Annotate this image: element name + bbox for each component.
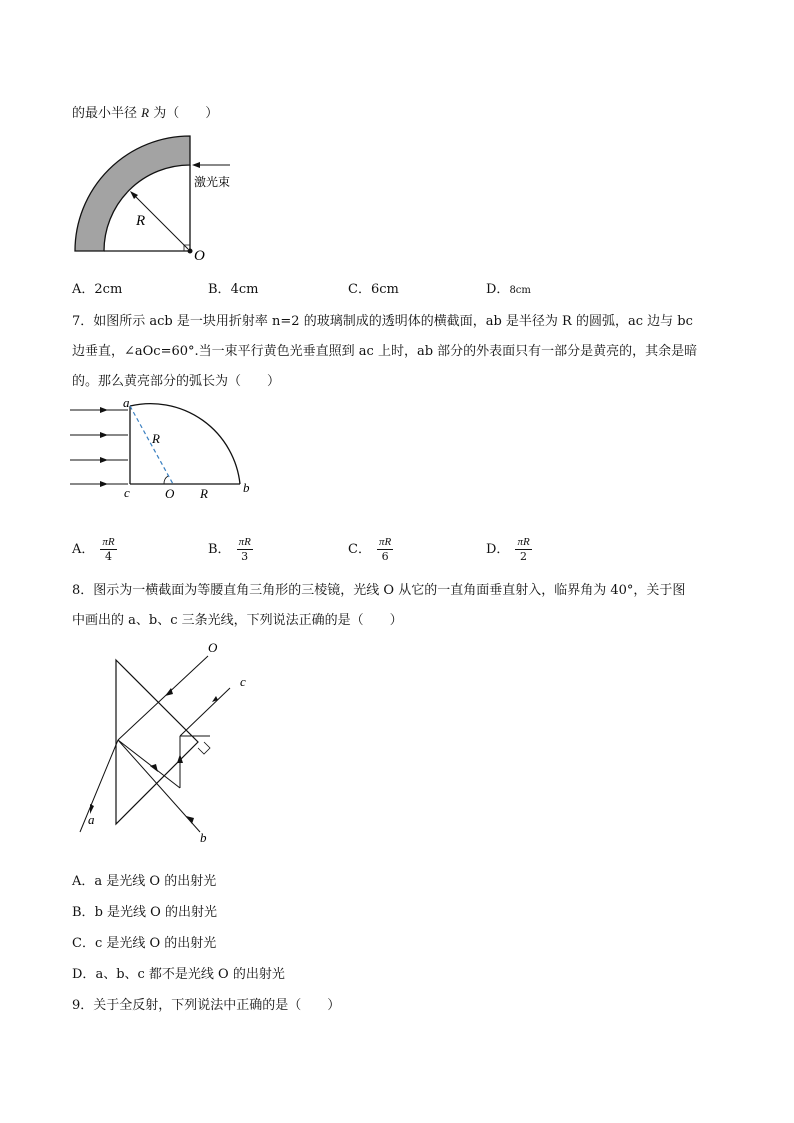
- q6-var-r: R: [141, 105, 150, 120]
- fraction-num: πR: [378, 536, 392, 548]
- opt-text: a 是光线 O 的出射光: [94, 874, 217, 889]
- q6-stem: [72, 104, 218, 123]
- label-c: c: [240, 674, 246, 689]
- opt-key: D．: [486, 542, 510, 557]
- angle-arc: [164, 476, 168, 484]
- opt-text: 6cm: [370, 282, 399, 297]
- q8-figure: [70, 636, 270, 846]
- fraction-den: 3: [241, 550, 249, 563]
- ray-o: [118, 656, 208, 740]
- ray-2-arrow: [100, 432, 108, 438]
- opt-key: A．: [72, 282, 95, 297]
- q7-stem-line3: 的。那么黄亮部分的弧长为（ ）: [72, 374, 281, 389]
- prism: [116, 660, 198, 824]
- q8-option-c[interactable]: [72, 935, 216, 953]
- fraction: [100, 536, 116, 563]
- q7-figure: [60, 394, 270, 504]
- ray-c-arrow: [212, 696, 218, 702]
- opt-key: C．: [348, 542, 371, 557]
- q7-stem-line2: 边垂直，∠aOc=60°.当一束平行黄色光垂直照到 ac 上时，ab 部分的外表面只有一部分是黄亮的，其余是暗: [72, 344, 698, 359]
- q6-stem-end: 为（ ）: [153, 106, 219, 121]
- q6-option-b[interactable]: [208, 281, 258, 299]
- label-r: R: [136, 213, 146, 229]
- label-a: a: [123, 395, 130, 410]
- label-o: O: [194, 248, 205, 264]
- opt-key: C．: [348, 282, 371, 297]
- opt-text: 2cm: [94, 282, 123, 297]
- fraction-den: 4: [105, 550, 112, 563]
- opt-key: B．: [208, 282, 231, 297]
- right-angle-mark: [198, 742, 210, 754]
- q6-option-d[interactable]: [486, 281, 531, 300]
- opt-text: a、b、c 都不是光线 O 的出射光: [95, 967, 285, 982]
- ray-b-arrow: [186, 816, 194, 824]
- q7-option-a[interactable]: [72, 536, 117, 563]
- ray-4-arrow: [100, 481, 108, 487]
- q7-option-b[interactable]: [208, 536, 253, 563]
- label-o: O: [165, 486, 175, 501]
- opt-key: D．: [72, 967, 96, 982]
- ray-inner-1: [118, 740, 180, 788]
- q7-option-c[interactable]: [348, 536, 393, 563]
- label-laser: 激光束: [194, 175, 231, 189]
- fraction-num: πR: [517, 536, 530, 548]
- label-r-slant: R: [152, 431, 160, 446]
- opt-text: 4cm: [230, 282, 259, 297]
- opt-text: 8cm: [509, 285, 531, 296]
- fraction: [377, 536, 393, 563]
- q8-stem-line2: 中画出的 a、b、c 三条光线，下列说法正确的是（ ）: [72, 613, 403, 628]
- ray-c: [180, 688, 230, 736]
- opt-text: c 是光线 O 的出射光: [94, 936, 217, 951]
- opt-key: D．: [486, 282, 510, 297]
- arc-ab: [130, 404, 240, 484]
- fraction: [237, 536, 253, 563]
- label-c: c: [124, 485, 130, 500]
- fraction-den: 2: [520, 550, 528, 563]
- label-r-base: R: [200, 486, 208, 501]
- q6-option-c[interactable]: [348, 281, 399, 299]
- fraction-num: πR: [102, 536, 115, 548]
- opt-text: b 是光线 O 的出射光: [94, 905, 217, 920]
- q6-option-a[interactable]: [72, 281, 122, 299]
- label-o: O: [208, 640, 218, 655]
- q7-option-d[interactable]: [486, 536, 532, 563]
- q7-stem-line1: 7．如图所示 acb 是一块用折射率 n=2 的玻璃制成的透明体的横截面，ab 是半径为 R 的圆弧，ac 边与 bc: [72, 314, 693, 329]
- q6-figure: [60, 128, 260, 268]
- point-o: [188, 249, 193, 254]
- opt-key: A．: [72, 874, 95, 889]
- q8-option-a[interactable]: [72, 873, 216, 891]
- opt-key: C．: [72, 936, 95, 951]
- laser-arrowhead: [192, 162, 200, 168]
- fraction-num: πR: [238, 536, 251, 548]
- label-b: b: [243, 480, 250, 495]
- q8-stem-line1: 8．图示为一横截面为等腰直角三角形的三棱镜，光线 O 从它的一直角面垂直射入，临界角为 40°，关于图: [72, 583, 686, 598]
- label-b: b: [200, 830, 207, 845]
- q9-stem-line1: 9．关于全反射，下列说法中正确的是（ ）: [72, 998, 341, 1013]
- ray-a: [80, 740, 118, 832]
- q8-option-b[interactable]: [72, 904, 217, 922]
- q6-stem-text: 的最小半径: [72, 106, 138, 121]
- q8-option-d[interactable]: [72, 966, 285, 984]
- opt-key: B．: [208, 542, 231, 557]
- fraction: [515, 536, 531, 563]
- opt-key: B．: [72, 905, 95, 920]
- ray-3-arrow: [100, 457, 108, 463]
- label-a: a: [88, 812, 95, 827]
- fraction-den: 6: [381, 550, 389, 563]
- ray-1-arrow: [100, 407, 108, 413]
- opt-key: A．: [72, 542, 95, 557]
